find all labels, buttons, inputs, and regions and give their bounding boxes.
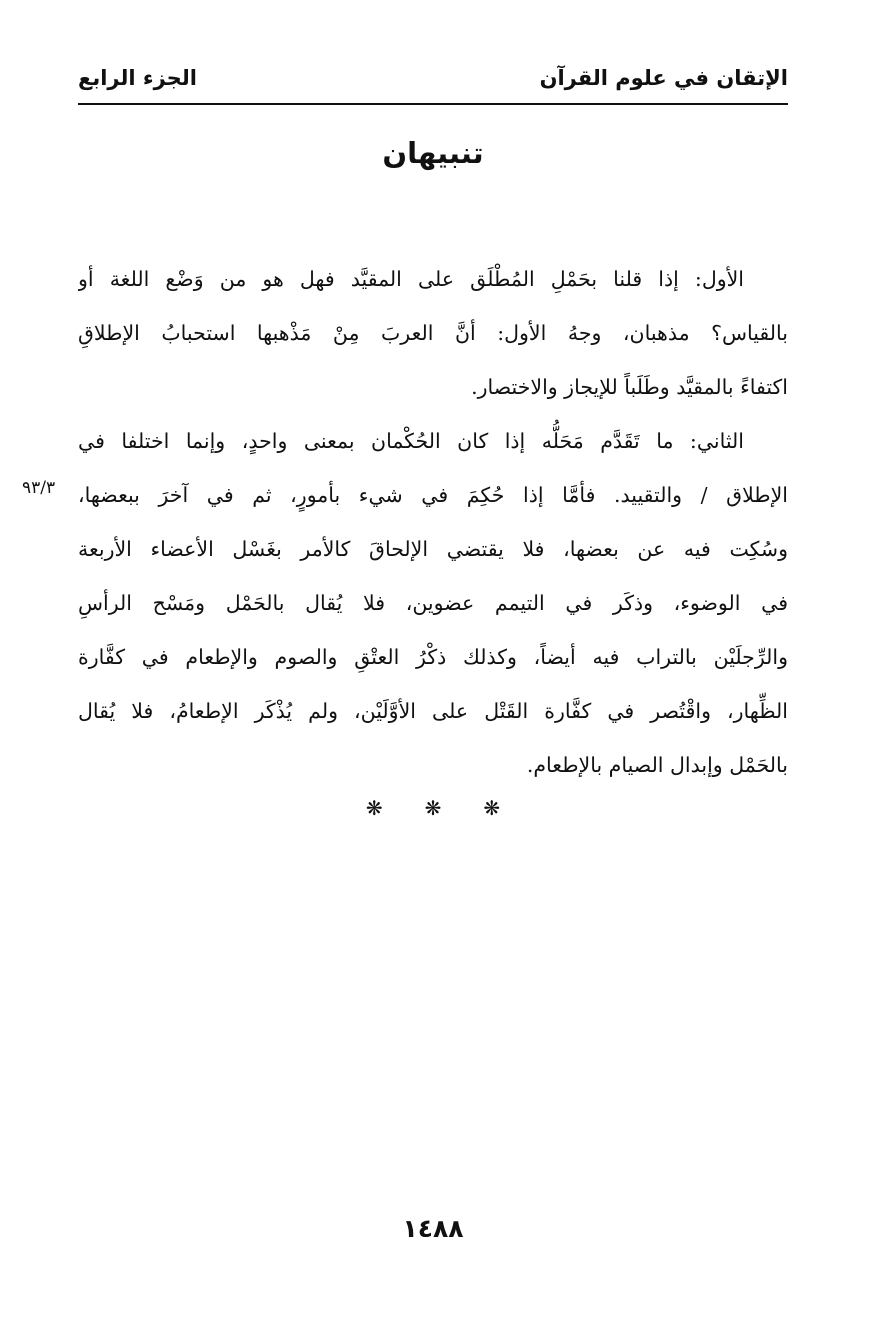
volume-label: الجزء الرابع bbox=[78, 66, 197, 90]
text-line: الإطلاق / والتقييد. فأمَّا إذا حُكِمَ في شيء بأمورٍ، ثم في آخرَ ببعضها، bbox=[78, 483, 788, 507]
text-line: بالحَمْل وإبدال الصيام بالإطعام. bbox=[526, 753, 788, 777]
section-divider bbox=[78, 796, 788, 820]
margin-reference: ٩٣/٣ bbox=[22, 478, 56, 498]
text-line: الظِّهار، واقْتُصر في كفَّارة القَتْل على الأوَّلَيْن، ولم يُذْكَر الإطعامُ، فلا يُقال bbox=[78, 699, 788, 723]
asterism-icon: ❋ bbox=[483, 796, 501, 820]
text-line: اكتفاءً بالمقيَّد وطَلَباً للإيجاز والاختصار. bbox=[471, 375, 788, 399]
text-line: بالقياس؟ مذهبان، وجهُ الأول: أنَّ العربَ مِنْ مَذْهبها استحبابُ الإطلاقِ bbox=[78, 321, 788, 345]
body-text bbox=[78, 252, 788, 792]
text-line: في الوضوء، وذكَر في التيمم عضوين، فلا يُقال بالحَمْل ومَسْح الرأسِ bbox=[78, 591, 788, 615]
asterism-icon: ❋ bbox=[424, 796, 442, 820]
running-header bbox=[78, 62, 788, 102]
asterism-icon: ❋ bbox=[365, 796, 383, 820]
text-line: وسُكِت فيه عن بعضها، فلا يقتضي الإلحاقَ كالأمر بغَسْل الأعضاء الأربعة bbox=[78, 537, 788, 561]
text-line: الأول: إذا قلنا بحَمْلِ المُطْلَق على المقيَّد فهل هو من وَضْع اللغة أو bbox=[78, 267, 744, 291]
header-rule bbox=[78, 103, 788, 105]
section-title: تنبيهان bbox=[382, 136, 484, 170]
book-title: الإتقان في علوم القرآن bbox=[539, 66, 788, 90]
text-line: والرِّجلَيْن بالتراب فيه أيضاً، وكذلك ذكْرُ العتْقِ والصوم والإطعام في كفَّارة bbox=[78, 645, 788, 669]
text-line: الثاني: ما تَقَدَّم مَحَلُّه إذا كان الحُكْمان بمعنى واحدٍ، وإنما اختلفا في bbox=[78, 429, 744, 453]
page-number: ١٤٨٨ bbox=[402, 1214, 464, 1243]
